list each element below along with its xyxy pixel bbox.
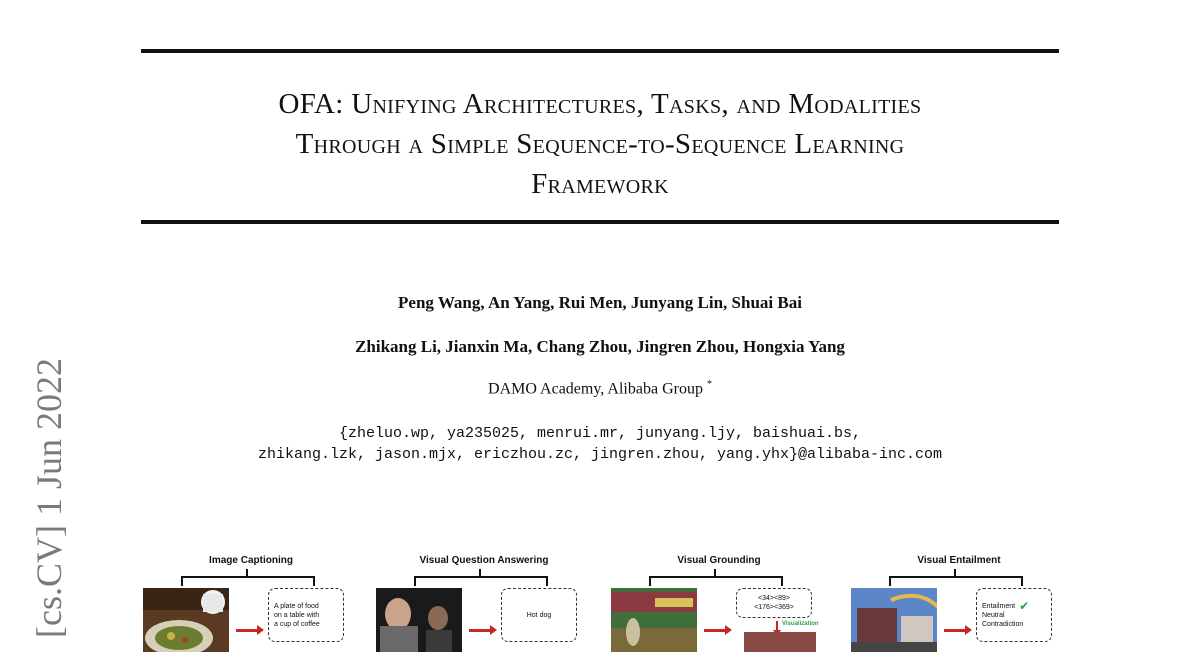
- title-line-3: Framework: [531, 168, 669, 200]
- title-line-2: Through a Simple Sequence-to-Sequence Learning: [295, 128, 905, 160]
- task-visual-grounding: [609, 552, 829, 652]
- street-photo: [851, 588, 937, 652]
- task-bracket: [649, 576, 783, 586]
- paper-title: [141, 84, 1059, 204]
- task-title: Visual Entailment: [917, 555, 1001, 566]
- arxiv-stamp: [cs.CV] 1 Jun 2022: [29, 358, 69, 638]
- affiliation-text: DAMO Academy, Alibaba Group: [488, 380, 703, 398]
- entailment-option: [982, 598, 1046, 613]
- grounding-coord-line: <34><89>: [758, 595, 790, 602]
- emails-line-1: {zheluo.wp, ya235025, menrui.mr, junyang.ljy, baishuai.bs,: [338, 425, 862, 442]
- caption-output-line: a cup of coffee: [274, 620, 320, 628]
- caption-output-line: A plate of food: [274, 602, 319, 610]
- task-visual-entailment: [849, 552, 1069, 652]
- task-bracket: [889, 576, 1023, 586]
- task-title: Visual Grounding: [677, 555, 761, 566]
- baseball-photo: [611, 588, 697, 652]
- task-vqa: [374, 552, 594, 652]
- contradiction-label: Contradiction: [982, 620, 1024, 628]
- check-icon: ✔: [1019, 598, 1030, 613]
- grounding-coord-line: <176><369>: [754, 604, 794, 611]
- affiliation: [141, 379, 1059, 398]
- person-photo: [376, 588, 462, 652]
- arrow-icon: [469, 629, 491, 632]
- down-arrow-icon: [776, 621, 778, 631]
- task-title: Image Captioning: [209, 555, 293, 566]
- task-title: Visual Question Answering: [419, 555, 549, 566]
- title-line-1: OFA: Unifying Architectures, Tasks, and Modalities: [278, 88, 922, 120]
- caption-output-line: on a table with: [274, 611, 320, 619]
- arrow-icon: [236, 629, 258, 632]
- task-bracket: [414, 576, 548, 586]
- task-image-captioning: [141, 552, 361, 652]
- visualization-thumbnail: [744, 632, 816, 652]
- arrow-icon: [704, 629, 726, 632]
- arrow-icon: [944, 629, 966, 632]
- authors-line-1: Peng Wang, An Yang, Rui Men, Junyang Lin, Shuai Bai: [398, 293, 802, 312]
- task-bracket: [181, 576, 315, 586]
- food-photo: [143, 588, 229, 652]
- grounding-output-box: [736, 588, 812, 618]
- visualization-label: Visualization: [782, 621, 819, 627]
- title-bottom-rule: [141, 220, 1059, 224]
- vqa-answer: Hot dog: [526, 611, 552, 619]
- entailment-label: Entailment: [982, 602, 1016, 610]
- caption-output-box: [268, 588, 344, 642]
- emails-line-2: zhikang.lzk, jason.mjx, ericzhou.zc, jingren.zhou, yang.yhx}@alibaba-inc.com: [257, 446, 943, 463]
- entailment-output-box: [976, 588, 1052, 642]
- neutral-label: Neutral: [982, 611, 1005, 619]
- vqa-output-box: [501, 588, 577, 642]
- authors-line-2: Zhikang Li, Jianxin Ma, Chang Zhou, Jingren Zhou, Hongxia Yang: [355, 337, 845, 356]
- title-top-rule: [141, 49, 1059, 53]
- affiliation-footnote-mark: *: [706, 379, 712, 390]
